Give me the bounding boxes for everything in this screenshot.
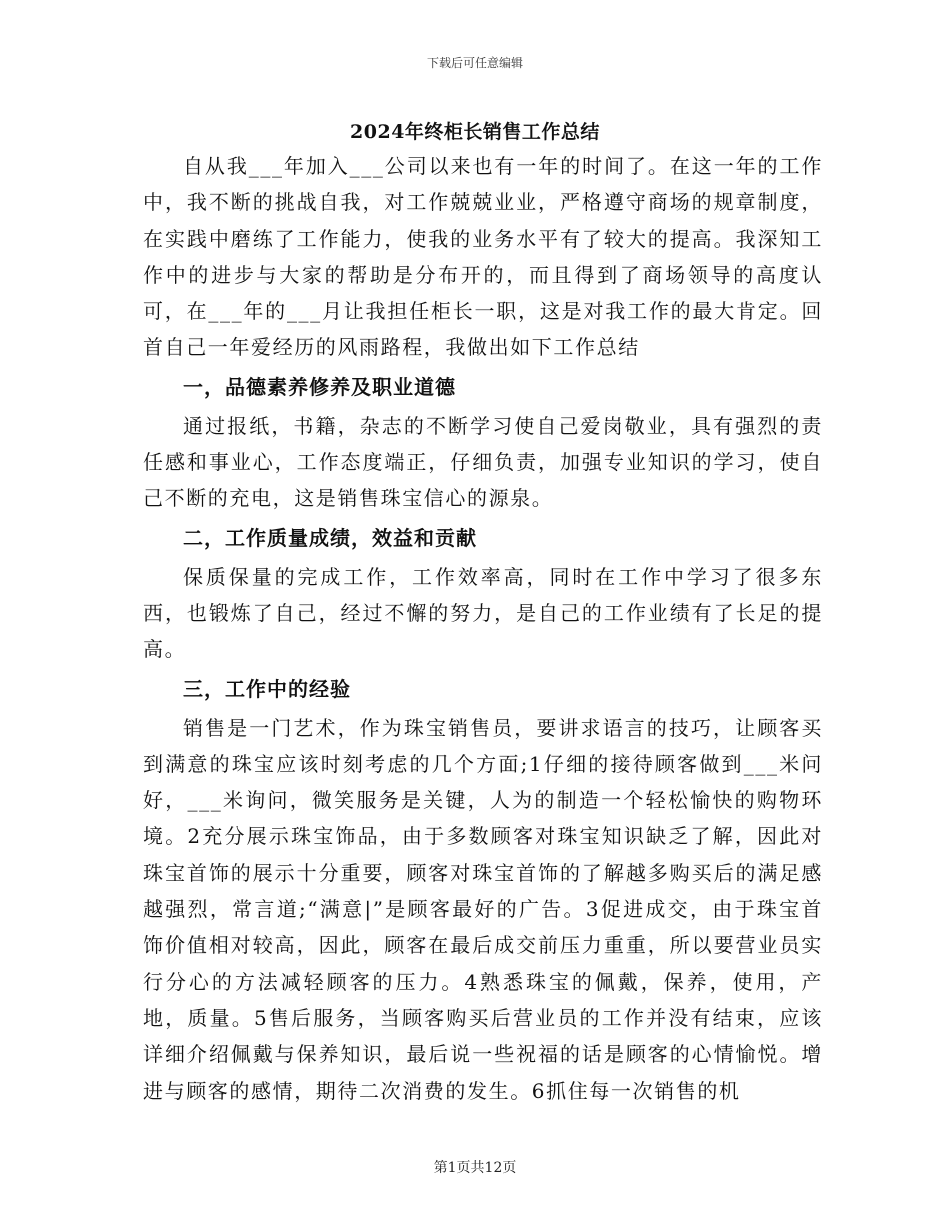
section-heading-ethics: 一，品德素养修养及职业道德	[183, 374, 456, 399]
section-heading-quality: 二，工作质量成绩，效益和贡献	[183, 525, 477, 550]
document-title: 2024年终柜长销售工作总结	[350, 121, 600, 143]
page-number: 第1页共12页	[433, 1160, 517, 1176]
section-paragraph-ethics: 通过报纸，书籍，杂志的不断学习使自己爱岗敬业，具有强烈的责任感和事业心，工作态度端正，仔细负责，加强专业知识的学习，使自己不断的充电，这是销售珠宝信心的源泉。	[143, 413, 823, 511]
header-note: 下载后可任意编辑	[426, 56, 523, 70]
document-body	[143, 148, 823, 1109]
section-heading-experience: 三，工作中的经验	[183, 676, 351, 701]
intro-paragraph: 自从我___年加入___公司以来也有一年的时间了。在这一年的工作中，我不断的挑战自我，对工作兢兢业业，严格遵守商场的规章制度，在实践中磨练了工作能力，使我的业务水平有了较大的提高。我深知工作中的进步与大家的帮助是分布开的，而且得到了商场领导的高度认可，在___年的___月让我担任柜长一职，这是对我工作的最大肯定。回首自己一年爱经历的风雨路程，我做出如下工作总结	[143, 154, 823, 360]
section-paragraph-quality: 保质保量的完成工作，工作效率高，同时在工作中学习了很多东西，也锻炼了自己，经过不懈的努力，是自己的工作业绩有了长足的提高。	[143, 564, 823, 662]
section-paragraph-experience: 销售是一门艺术，作为珠宝销售员，要讲求语言的技巧，让顾客买到满意的珠宝应该时刻考虑的几个方面;1仔细的接待顾客做到___米问好，___米询问，微笑服务是关键，人为的制造一个轻松愉快的购物环境。2充分展示珠宝饰品，由于多数顾客对珠宝知识缺乏了解，因此对珠宝首饰的展示十分重要，顾客对珠宝首饰的了解越多购买后的满足感越强烈，常言道;“满意|”是顾客最好的广告。3促进成交，由于珠宝首饰价值相对较高，因此，顾客在最后成交前压力重重，所以要营业员实行分心的方法减轻顾客的压力。4熟悉珠宝的佩戴，保养，使用，产地，质量。5售后服务，当顾客购买后营业员的工作并没有结束，应该详细介绍佩戴与保养知识，最后说一些祝福的话是顾客的心情愉悦。增进与顾客的感情，期待二次消费的发生。6抓住每一次销售的机	[143, 715, 823, 1103]
